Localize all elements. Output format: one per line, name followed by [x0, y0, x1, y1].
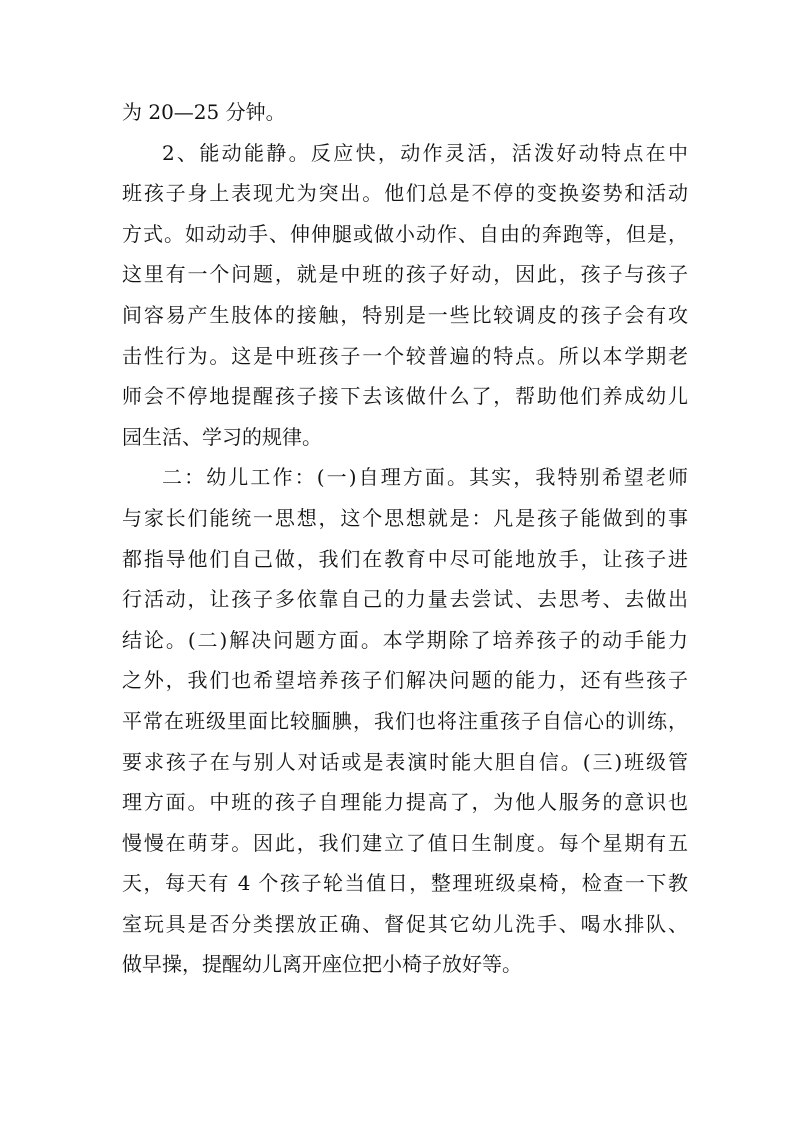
text-line-15: 之外，我们也希望培养孩子们解决问题的能力，还有些孩子 [122, 668, 688, 693]
text-line-2: 2、能动能静。反应快，动作灵活，活泼好动特点在中 [162, 140, 688, 165]
text-line-5: 这里有一个问题，就是中班的孩子好动，因此，孩子与孩子 [122, 262, 688, 287]
text-line-9: 园生活、学习的规律。 [122, 424, 322, 449]
text-line-14: 结论。(二)解决问题方面。本学期除了培养孩子的动手能力 [122, 627, 688, 652]
text-line-11: 与家长们能统一思想，这个思想就是：凡是孩子能做到的事 [122, 505, 688, 530]
text-line-12: 都指导他们自己做，我们在教育中尽可能地放手，让孩子进 [122, 546, 688, 571]
text-line-6: 间容易产生肢体的接触，特别是一些比较调皮的孩子会有攻 [122, 302, 688, 327]
text-line-13: 行活动，让孩子多依靠自己的力量去尝试、去思考、去做出 [122, 587, 688, 612]
text-line-22: 做早操，提醒幼儿离开座位把小椅子放好等。 [122, 952, 522, 977]
text-line-4: 方式。如动动手、伸伸腿或做小动作、自由的奔跑等，但是， [122, 221, 688, 246]
text-line-3: 班孩子身上表现尤为突出。他们总是不停的变换姿势和活动 [122, 181, 688, 206]
text-line-17: 要求孩子在与别人对话或是表演时能大胆自信。(三)班级管 [122, 749, 688, 774]
body-text [122, 92, 688, 985]
text-line-20: 天，每天有 4 个孩子轮当值日，整理班级桌椅，检查一下教 [122, 871, 688, 896]
text-line-10: 二：幼儿工作：(一)自理方面。其实，我特别希望老师 [162, 465, 688, 490]
text-line-19: 慢慢在萌芽。因此，我们建立了值日生制度。每个星期有五 [122, 830, 688, 855]
text-line-8: 师会不停地提醒孩子接下去该做什么了，帮助他们养成幼儿 [122, 384, 688, 409]
text-line-1: 为 20—25 分钟。 [122, 100, 286, 124]
text-line-18: 理方面。中班的孩子自理能力提高了，为他人服务的意识也 [122, 790, 688, 815]
text-line-7: 击性行为。这是中班孩子一个较普遍的特点。所以本学期老 [122, 343, 688, 368]
text-line-16: 平常在班级里面比较腼腆，我们也将注重孩子自信心的训练， [122, 708, 688, 733]
text-line-21: 室玩具是否分类摆放正确、督促其它幼儿洗手、喝水排队、 [122, 911, 688, 936]
